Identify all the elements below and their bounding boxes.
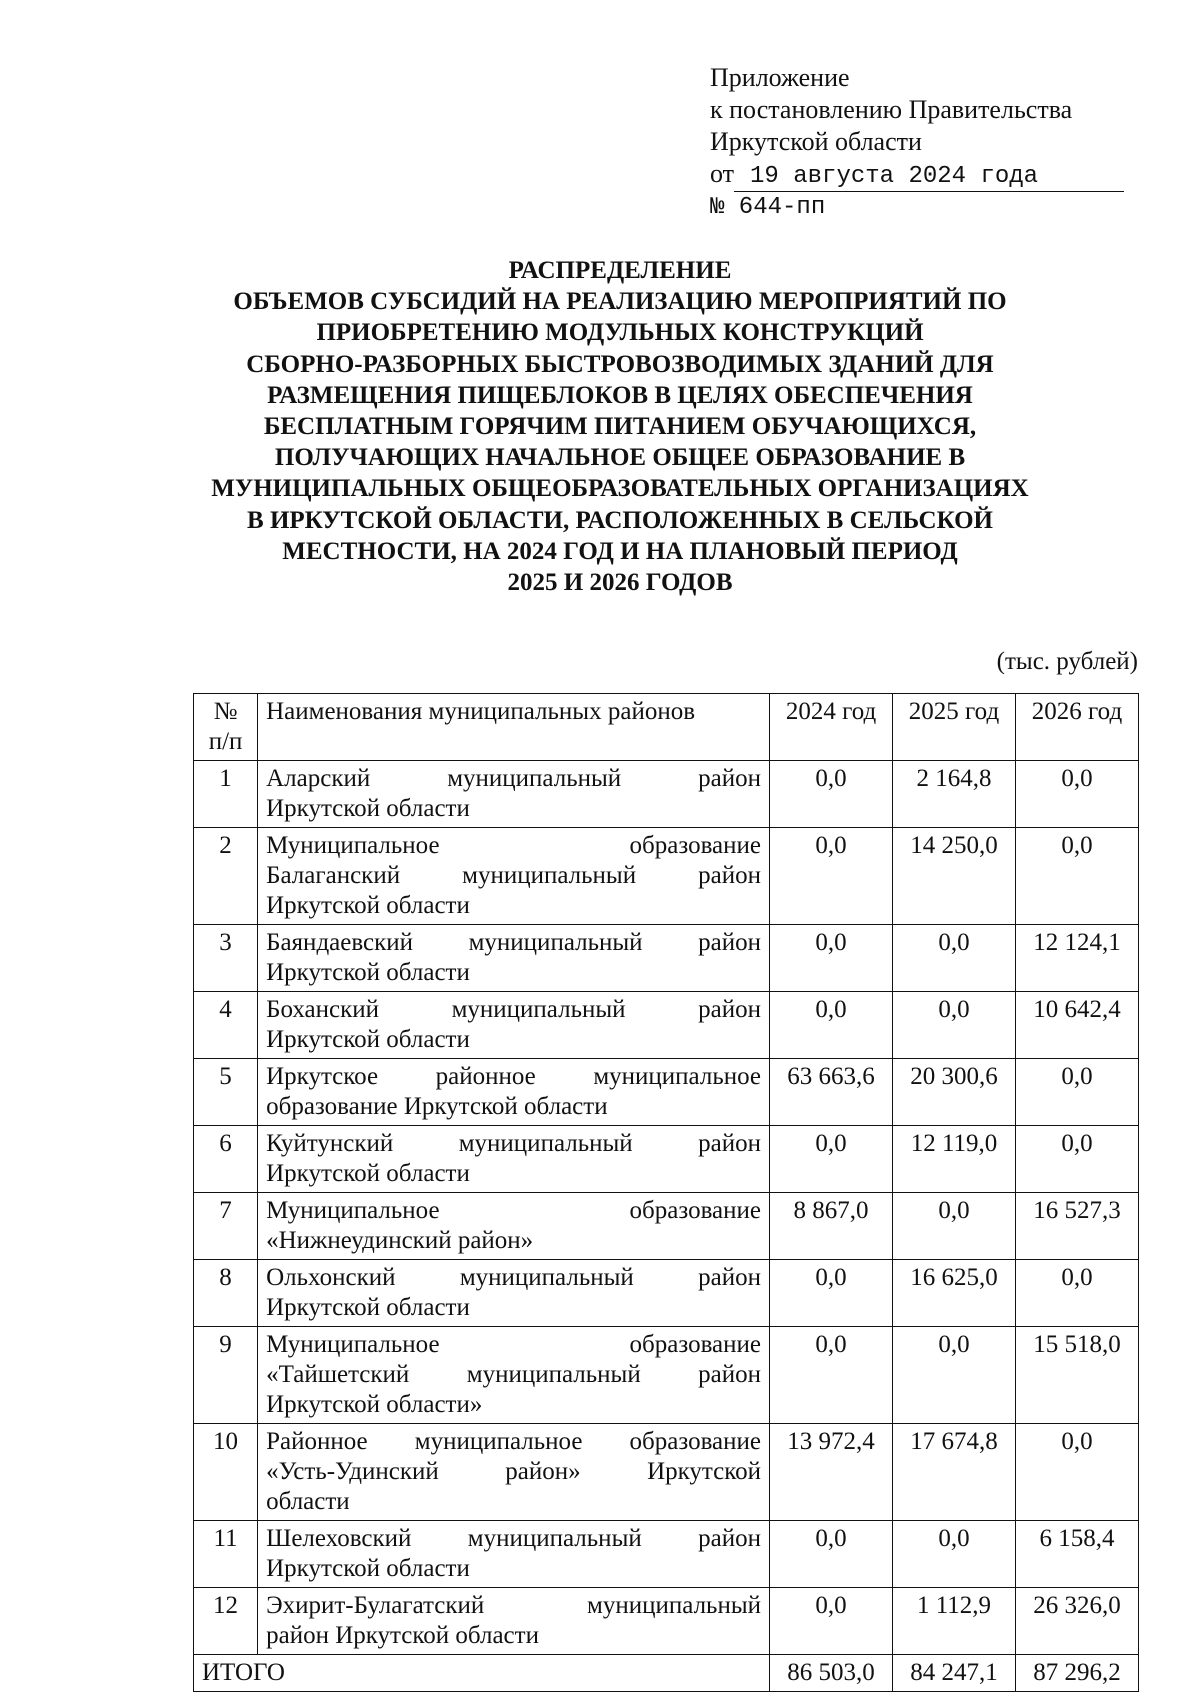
district-name-line: Иркутской области [266, 892, 470, 919]
table-row [194, 1588, 1139, 1655]
appendix-line-3: Иркутской области [710, 127, 922, 156]
row-value-2024: 0,0 [770, 1260, 893, 1327]
table-row [194, 828, 1139, 925]
row-district-name [258, 1260, 770, 1327]
table-row [194, 1521, 1139, 1588]
row-value-2026: 15 518,0 [1015, 1327, 1138, 1424]
row-value-2024: 0,0 [770, 992, 893, 1059]
title-line: ПРИОБРЕТЕНИЮ МОДУЛЬНЫХ КОНСТРУКЦИЙ [316, 319, 924, 347]
row-value-2026: 0,0 [1015, 1424, 1138, 1521]
title-line: МЕСТНОСТИ, НА 2024 ГОД И НА ПЛАНОВЫЙ ПЕРИОД [282, 537, 958, 565]
header-number [194, 694, 258, 761]
row-value-2024: 0,0 [770, 1327, 893, 1424]
row-value-2025: 0,0 [893, 992, 1016, 1059]
district-name-line: «Нижнеудинский район» [266, 1227, 534, 1254]
district-name-line: Иркутской области [266, 795, 470, 822]
row-value-2025: 2 164,8 [893, 761, 1016, 828]
header-number-line2: п/п [208, 728, 243, 755]
district-name-line: Куйтунский муниципальный район [266, 1130, 762, 1157]
table-row [194, 761, 1139, 828]
table-row [194, 1327, 1139, 1424]
title-line: РАЗМЕЩЕНИЯ ПИЩЕБЛОКОВ В ЦЕЛЯХ ОБЕСПЕЧЕНИЯ [267, 381, 973, 409]
row-district-name [258, 761, 770, 828]
district-name-line: «Тайшетский муниципальный район [266, 1361, 762, 1388]
table-row [194, 1260, 1139, 1327]
row-district-name [258, 1588, 770, 1655]
district-name-line: Иркутской области» [266, 1391, 483, 1418]
row-value-2024: 0,0 [770, 1126, 893, 1193]
total-2026: 87 296,2 [1015, 1655, 1138, 1692]
subsidy-table [193, 693, 1139, 1692]
row-district-name [258, 1193, 770, 1260]
row-number: 8 [194, 1260, 258, 1327]
total-label: ИТОГО [194, 1655, 770, 1692]
row-value-2026: 26 326,0 [1015, 1588, 1138, 1655]
district-name-line: Иркутское районное муниципальное [266, 1063, 762, 1090]
row-value-2025: 12 119,0 [893, 1126, 1016, 1193]
table-row [194, 992, 1139, 1059]
table-row [194, 1059, 1139, 1126]
title-line: В ИРКУТСКОЙ ОБЛАСТИ, РАСПОЛОЖЕННЫХ В СЕЛЬСКОЙ [247, 506, 993, 534]
row-value-2026: 0,0 [1015, 1260, 1138, 1327]
row-value-2024: 8 867,0 [770, 1193, 893, 1260]
title-line: 2025 И 2026 ГОДОВ [507, 569, 733, 597]
header-2025: 2025 год [893, 694, 1016, 761]
appendix-date-prefix: от [710, 159, 735, 188]
district-name-line: образование Иркутской области [266, 1093, 608, 1120]
title-line: ОБЪЕМОВ СУБСИДИЙ НА РЕАЛИЗАЦИЮ МЕРОПРИЯТИЙ ПО [233, 288, 1007, 316]
header-name: Наименования муниципальных районов [258, 694, 770, 761]
row-value-2024: 0,0 [770, 761, 893, 828]
district-name-line: Шелеховский муниципальный район [266, 1525, 762, 1552]
title-line: СБОРНО-РАЗБОРНЫХ БЫСТРОВОЗВОДИМЫХ ЗДАНИЙ ДЛЯ [246, 350, 994, 378]
row-value-2024: 0,0 [770, 925, 893, 992]
row-district-name [258, 1126, 770, 1193]
district-name-line: Аларский муниципальный район [266, 765, 762, 792]
appendix-line-1: Приложение [710, 63, 850, 92]
table-row [194, 925, 1139, 992]
row-value-2024: 0,0 [770, 1588, 893, 1655]
district-name-line: Боханский муниципальный район [266, 996, 762, 1023]
row-district-name [258, 1424, 770, 1521]
header-number-line1: № [213, 698, 238, 725]
row-number: 9 [194, 1327, 258, 1424]
row-value-2026: 0,0 [1015, 1126, 1138, 1193]
header-2024: 2024 год [770, 694, 893, 761]
row-district-name [258, 1327, 770, 1424]
row-value-2026: 0,0 [1015, 828, 1138, 925]
district-name-line: Балаганский муниципальный район [266, 862, 762, 889]
table-row [194, 1193, 1139, 1260]
row-value-2025: 0,0 [893, 1327, 1016, 1424]
row-value-2025: 16 625,0 [893, 1260, 1016, 1327]
row-value-2026: 6 158,4 [1015, 1521, 1138, 1588]
total-2025: 84 247,1 [893, 1655, 1016, 1692]
row-value-2025: 14 250,0 [893, 828, 1016, 925]
document-title [170, 255, 1070, 598]
district-name-line: Муниципальное образование [266, 1331, 762, 1358]
row-district-name [258, 1059, 770, 1126]
row-number: 4 [194, 992, 258, 1059]
district-name-line: Муниципальное образование [266, 832, 762, 859]
appendix-date-row [710, 158, 1124, 192]
row-value-2026: 12 124,1 [1015, 925, 1138, 992]
district-name-line: Иркутской области [266, 1160, 470, 1187]
row-value-2025: 17 674,8 [893, 1424, 1016, 1521]
district-name-line: Иркутской области [266, 1555, 470, 1582]
row-value-2026: 10 642,4 [1015, 992, 1138, 1059]
district-name-line: Иркутской области [266, 959, 470, 986]
appendix-block [710, 62, 1124, 224]
row-value-2026: 0,0 [1015, 761, 1138, 828]
district-name-line: Баяндаевский муниципальный район [266, 929, 762, 956]
district-name-line: области [266, 1488, 350, 1515]
row-value-2025: 0,0 [893, 925, 1016, 992]
row-number: 12 [194, 1588, 258, 1655]
table-row [194, 1424, 1139, 1521]
title-line: РАСПРЕДЕЛЕНИЕ [508, 257, 732, 284]
header-2026: 2026 год [1015, 694, 1138, 761]
district-name-line: район Иркутской области [266, 1622, 539, 1649]
row-value-2025: 0,0 [893, 1521, 1016, 1588]
row-value-2025: 1 112,9 [893, 1588, 1016, 1655]
row-district-name [258, 925, 770, 992]
row-number: 6 [194, 1126, 258, 1193]
row-value-2026: 0,0 [1015, 1059, 1138, 1126]
district-name-line: «Усть-Удинский район» Иркутской [266, 1458, 762, 1485]
appendix-line-2: к постановлению Правительства [710, 95, 1073, 124]
row-value-2024: 13 972,4 [770, 1424, 893, 1521]
row-value-2025: 20 300,6 [893, 1059, 1016, 1126]
row-district-name [258, 1521, 770, 1588]
total-row [194, 1655, 1139, 1692]
row-number: 2 [194, 828, 258, 925]
total-2024: 86 503,0 [770, 1655, 893, 1692]
appendix-date-value: 19 августа 2024 года [734, 163, 1124, 192]
district-name-line: Районное муниципальное образование [266, 1428, 762, 1455]
row-number: 1 [194, 761, 258, 828]
row-value-2024: 0,0 [770, 1521, 893, 1588]
row-number: 5 [194, 1059, 258, 1126]
district-name-line: Ольхонский муниципальный район [266, 1264, 762, 1291]
row-value-2024: 0,0 [770, 828, 893, 925]
district-name-line: Муниципальное образование [266, 1197, 762, 1224]
appendix-number: № 644-пп [710, 194, 826, 221]
row-value-2024: 63 663,6 [770, 1059, 893, 1126]
row-district-name [258, 828, 770, 925]
district-name-line: Иркутской области [266, 1026, 470, 1053]
row-value-2026: 16 527,3 [1015, 1193, 1138, 1260]
row-value-2025: 0,0 [893, 1193, 1016, 1260]
table-header-row [194, 694, 1139, 761]
row-number: 3 [194, 925, 258, 992]
table-body [194, 761, 1139, 1655]
title-line: МУНИЦИПАЛЬНЫХ ОБЩЕОБРАЗОВАТЕЛЬНЫХ ОРГАНИЗАЦИЯХ [211, 475, 1029, 503]
district-name-line: Иркутской области [266, 1294, 470, 1321]
row-number: 11 [194, 1521, 258, 1588]
row-number: 7 [194, 1193, 258, 1260]
district-name-line: Эхирит-Булагатский муниципальный [266, 1592, 762, 1619]
table-row [194, 1126, 1139, 1193]
row-district-name [258, 992, 770, 1059]
title-line: БЕСПЛАТНЫМ ГОРЯЧИМ ПИТАНИЕМ ОБУЧАЮЩИХСЯ, [263, 413, 977, 441]
row-number: 10 [194, 1424, 258, 1521]
title-line: ПОЛУЧАЮЩИХ НАЧАЛЬНОЕ ОБЩЕЕ ОБРАЗОВАНИЕ В [274, 444, 966, 472]
units-label: (тыс. рублей) [996, 648, 1138, 675]
